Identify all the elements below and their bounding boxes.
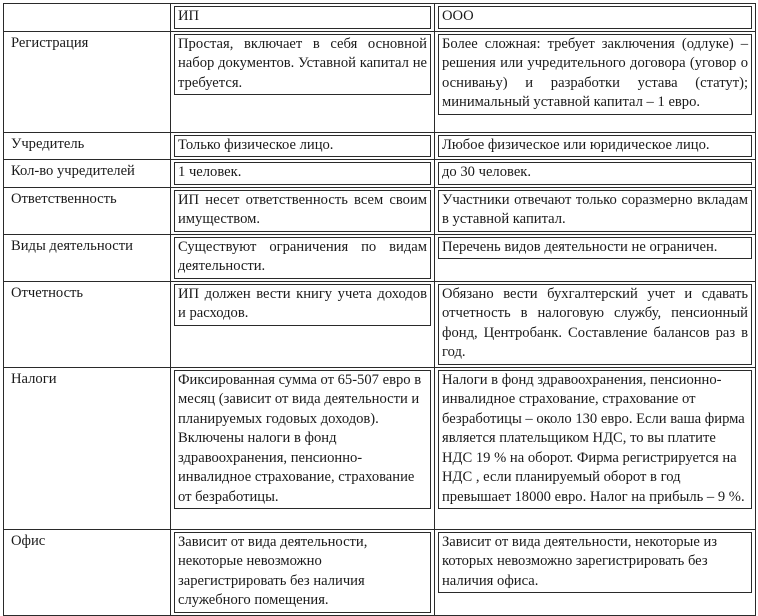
ooo-cell: [435, 31, 756, 132]
row-label-cell: [4, 234, 171, 281]
ip-cell: [171, 234, 435, 281]
table-row-taxes: [4, 367, 756, 529]
table-row-founder: [4, 132, 756, 160]
header-ip-cell: [171, 4, 435, 32]
header-ooo-cell: [435, 4, 756, 32]
header-label-cell: [4, 4, 171, 32]
header-ip-text: ИП: [174, 6, 431, 29]
ip-cell: [171, 31, 435, 132]
ooo-text: Зависит от вида деятельности, некоторые из которых невозможно зарегистрировать без наличия офиса.: [438, 532, 752, 594]
ip-cell: [171, 160, 435, 188]
row-label: Отчетность: [11, 284, 84, 301]
ip-text: Только физическое лицо.: [174, 135, 431, 158]
row-label-cell: [4, 187, 171, 234]
ooo-text: Участники отвечают только соразмерно вкладам в уставной капитал.: [438, 190, 752, 232]
ooo-cell: [435, 281, 756, 367]
ip-cell: [171, 187, 435, 234]
row-label: Ответственность: [11, 190, 117, 207]
ooo-text: до 30 человек.: [438, 162, 752, 185]
ooo-cell: [435, 187, 756, 234]
row-label: Кол-во учредителей: [11, 163, 135, 179]
ooo-text: Перечень видов деятельности не ограничен.: [438, 237, 752, 260]
ip-text: 1 человек.: [174, 162, 431, 185]
ip-cell: [171, 367, 435, 529]
ip-text: ИП должен вести книгу учета доходов и расходов.: [174, 284, 431, 326]
ooo-text: Более сложная: требует заключения (одлуке) –решения или учредительного договора (уговор о оснивању) и разработки устава (статут); минимальный уставной капитал – 1 евро.: [438, 34, 752, 115]
ooo-cell: [435, 529, 756, 615]
table-row-activities: [4, 234, 756, 281]
ooo-cell: [435, 160, 756, 188]
header-row: [4, 4, 756, 32]
table-row-office: [4, 529, 756, 615]
ip-cell: [171, 529, 435, 615]
row-label-cell: [4, 529, 171, 615]
ip-text: Фиксированная сумма от 65-507 евро в месяц (зависит от вида деятельности и планируемых годовых доходов). Включены налоги в фонд здравоохранения, пенсионно-инвалидное страхование, страхование от безработицы.: [174, 370, 431, 510]
row-label: Регистрация: [11, 34, 89, 51]
row-label: Учредитель: [11, 135, 85, 152]
row-label: Офис: [11, 532, 46, 549]
table-row-founders-count: [4, 160, 756, 188]
ooo-text: Обязано вести бухгалтерский учет и сдавать отчетность в налоговую службу, пенсионный фонд, Центробанк. Составление балансов раз в год.: [438, 284, 752, 365]
row-label: Налоги: [11, 370, 57, 387]
comparison-table: [3, 3, 756, 616]
row-label-cell: [4, 160, 171, 188]
ooo-text: Налоги в фонд здравоохранения, пенсионно-инвалидное страхование, страхование от безработицы – около 130 евро. Если ваша фирма является плательщиком НДС, то вы платите НДС 19 % на оборот. Фирма регистрируется на НДС , если планируемый оборот в год превышает 18000 евро. Налог на прибыль – 9 %.: [438, 370, 752, 510]
row-label-cell: [4, 367, 171, 529]
row-label-cell: [4, 132, 171, 160]
row-label-cell: [4, 281, 171, 367]
table-row-liability: [4, 187, 756, 234]
row-label: Виды деятельности: [11, 237, 133, 254]
ip-text: Существуют ограничения по видам деятельности.: [174, 237, 431, 279]
ip-text: Простая, включает в себя основной набор документов. Уставной капитал не требуется.: [174, 34, 431, 96]
ip-text: Зависит от вида деятельности, некоторые невозможно зарегистрировать без наличия служебного помещения.: [174, 532, 431, 613]
ip-text: ИП несет ответственность всем своим имуществом.: [174, 190, 431, 232]
header-ooo-text: ООО: [438, 6, 752, 29]
ooo-cell: [435, 132, 756, 160]
table-row-reporting: [4, 281, 756, 367]
table-row-registration: [4, 31, 756, 132]
ooo-cell: [435, 367, 756, 529]
ooo-cell: [435, 234, 756, 281]
ip-cell: [171, 132, 435, 160]
ip-cell: [171, 281, 435, 367]
row-label-cell: [4, 31, 171, 132]
ooo-text: Любое физическое или юридическое лицо.: [438, 135, 752, 158]
